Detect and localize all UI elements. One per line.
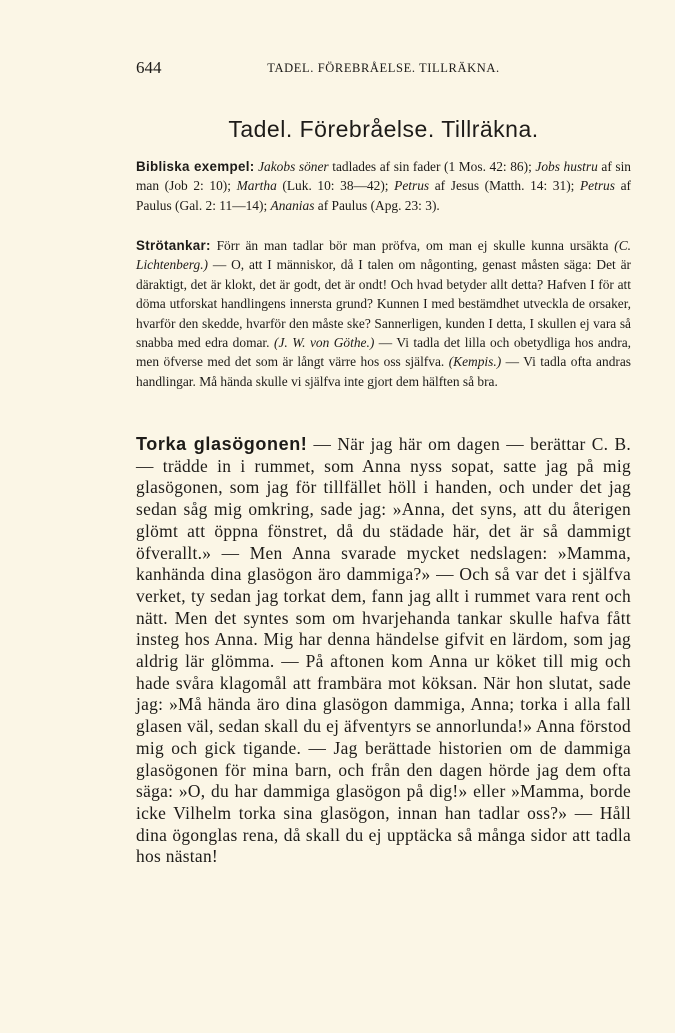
story-label: Torka glasögonen!	[136, 434, 308, 454]
quote-attribution: (C. Lichtenberg.)	[136, 238, 631, 273]
bible-person: Petrus	[394, 178, 430, 194]
page-number: 644	[136, 58, 162, 77]
bible-reference: af Paulus (Gal. 2: 11—14);	[136, 178, 631, 213]
bible-reference: af Jesus (Matth. 14: 31);	[429, 178, 580, 194]
bible-reference: af Paulus (Apg. 23: 3).	[314, 197, 440, 213]
strotankar-label: Strötankar:	[136, 238, 211, 253]
strotankar-paragraph	[136, 236, 631, 391]
bible-reference: af sin man (Job 2: 10);	[136, 159, 632, 194]
page-header	[136, 58, 631, 80]
running-head: TADEL. FÖREBRÅELSE. TILLRÄKNA.	[267, 61, 500, 75]
biblical-examples-label: Bibliska exempel:	[136, 159, 255, 174]
bible-reference: tadlades af sin fader (1 Mos. 42: 86);	[328, 159, 536, 174]
bible-person: Petrus	[580, 178, 615, 194]
biblical-examples-paragraph	[136, 157, 631, 215]
quote-text: Förr än man tadlar bör man pröfva, om man ej skulle kunna ursäkta	[210, 238, 615, 253]
quote-text: — Vi tadla det lilla och obetydliga hos andra, men öfverse med det som är långt värre hos oss själfva.	[136, 335, 631, 370]
quote-attribution: (J. W. von Göthe.)	[273, 335, 375, 351]
quote-attribution: (Kempis.)	[448, 354, 502, 370]
bible-person: Ananias	[270, 197, 315, 213]
bible-reference: (Luk. 10: 38—42);	[276, 178, 395, 194]
story-paragraph	[136, 434, 631, 868]
quote-text: — O, att I människor, då I talen om någonting, genast måsten säga: Det är däraktigt, det är klokt, det är godt, det är ondt! Och hvad betyder allt detta? Hafven I för att döma utforskat handlingens innersta grund? Kunnen I med bestämdhet utveckla de orsaker, hvarför den skedde, hvarför den måste ske? Sannerligen, kunden I detta, I skullen ej vara så snabba med edra domar.	[136, 257, 631, 351]
quote-text: — Vi tadla ofta andras handlingar. Må hända skulle vi själfva inte gjort dem hälften så bra.	[136, 354, 631, 389]
chapter-title: Tadel. Förebråelse. Tillräkna.	[228, 116, 539, 142]
bible-person: Jakobs söner	[258, 159, 329, 174]
bible-person: Jobs hustru	[535, 159, 598, 174]
story-text: — När jag här om dagen — berättar C. B. — trädde in i rummet, som Anna nyss sopat, satte jag på mig glasögonen, som jag för tillfället höll i handen, och under det jag sedan såg mig omkring, sade jag: »Anna, det syns, att du återigen glömt att öppna fönstret, då du städade här, det är så dammigt öfverallt.» — Men Anna svarade mycket nedslagen: »Mamma, kanhända dina glasögon äro dammiga?» — Och så var det i själfva verket, ty sedan jag torkat dem, fann jag allt i rummet vara rent och nätt. Men det syntes som om hvarjehanda tankar skulle hafva fått insteg hos Anna. Mig har denna händelse gifvit en lärdom, som jag aldrig lär glömma. — På aftonen kom Anna ur köket till mig och hade svåra klagomål att frambära mot köksan. När hon slutat, sade jag: »Må hända äro dina glasögon dammiga, Anna; torka i alla fall glasen väl, sedan skall du ej äfventyrs se annorlunda!» Anna förstod mig och gick tigande. — Jag berättade historien om de dammiga glasögonen för mina barn, och från den dagen hörde jag dem ofta säga: »O, du har dammiga glasögon på dig!» eller »Mamma, borde icke Vilhelm torka sina glasögon, innan han tadlar oss?» — Håll dina ögonglas rena, då skall du ej upptäcka så många sidor att tadla hos nästan!	[136, 434, 631, 867]
bible-person: Martha	[236, 178, 277, 194]
